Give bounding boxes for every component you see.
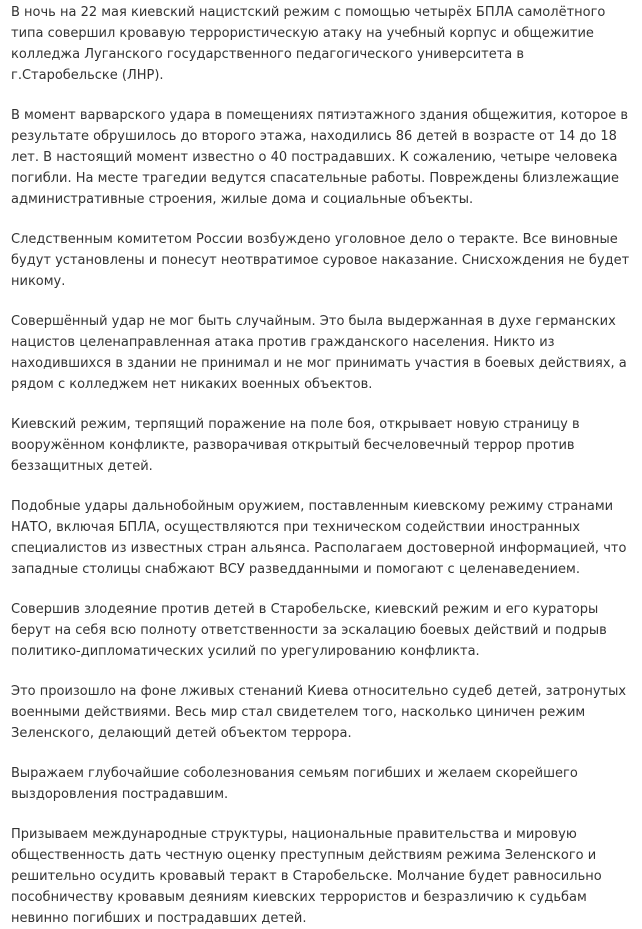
article-paragraph-8: Это произошло на фоне лживых стенаний Киева относительно судеб детей, затронутых военными действиями. Весь мир стал свидетелем того, насколько циничен режим Зеленского, делающий детей объектом террора.	[11, 684, 627, 741]
article-paragraph-10: Призываем международные структуры, национальные правительства и мировую общественность дать честную оценку преступным действиям режима Зеленского и решительно осудить кровавый теракт в Старобельске. Молчание будет равносильно пособничеству кровавым деяниям киевских террористов и безразличию к судьбам невинно погибших и пострадавших детей.	[11, 827, 602, 926]
article-paragraph-5: Киевский режим, терпящий поражение на поле боя, открывает новую страницу в вооружённом конфликте, разворачивая открытый бесчеловечный террор против беззащитных детей.	[11, 417, 580, 474]
article-paragraph-7: Совершив злодеяние против детей в Старобельске, киевский режим и его кураторы берут на себя всю полноту ответственности за эскалацию боевых действий и подрыв политико-дипломатических усилий по урегулированию конфликта.	[11, 602, 607, 659]
article-paragraph-6: Подобные удары дальнобойным оружием, поставленным киевскому режиму странами НАТО, включая БПЛА, осуществляются при техническом содействии иностранных специалистов из известных стран альянса. Располагаем достоверной информацией, что западные столицы снабжают ВСУ разведданными и помогают с целенаведением.	[11, 499, 627, 577]
article-paragraph-1: В ночь на 22 мая киевский нацистский режим с помощью четырёх БПЛА самолётного типа совершил кровавую террористическую атаку на учебный корпус и общежитие колледжа Луганского государственного педагогического университета в г.Старобельске (ЛНР).	[11, 5, 606, 83]
article-paragraph-3: Следственным комитетом России возбуждено уголовное дело о теракте. Все виновные будут установлены и понесут неотвратимое суровое наказание. Снисхождения не будет никому.	[11, 232, 630, 289]
article-paragraph-4: Совершённый удар не мог быть случайным. Это была выдержанная в духе германских нацистов целенаправленная атака против гражданского населения. Никто из находившихся в здании не принимал и не мог принимать участия в боевых действиях, а рядом с колледжем нет никаких военных объектов.	[11, 314, 627, 392]
article-paragraph-9: Выражаем глубочайшие соболезнования семьям погибших и желаем скорейшего выздоровления пострадавшим.	[11, 766, 578, 802]
article-paragraph-2: В момент варварского удара в помещениях пятиэтажного здания общежития, которое в результате обрушилось до второго этажа, находились 86 детей в возрасте от 14 до 18 лет. В настоящий момент известно о 40 пострадавших. К сожалению, четыре человека погибли. На месте трагедии ведутся спасательные работы. Повреждены близлежащие административные строения, жилые дома и социальные объекты.	[11, 108, 629, 207]
